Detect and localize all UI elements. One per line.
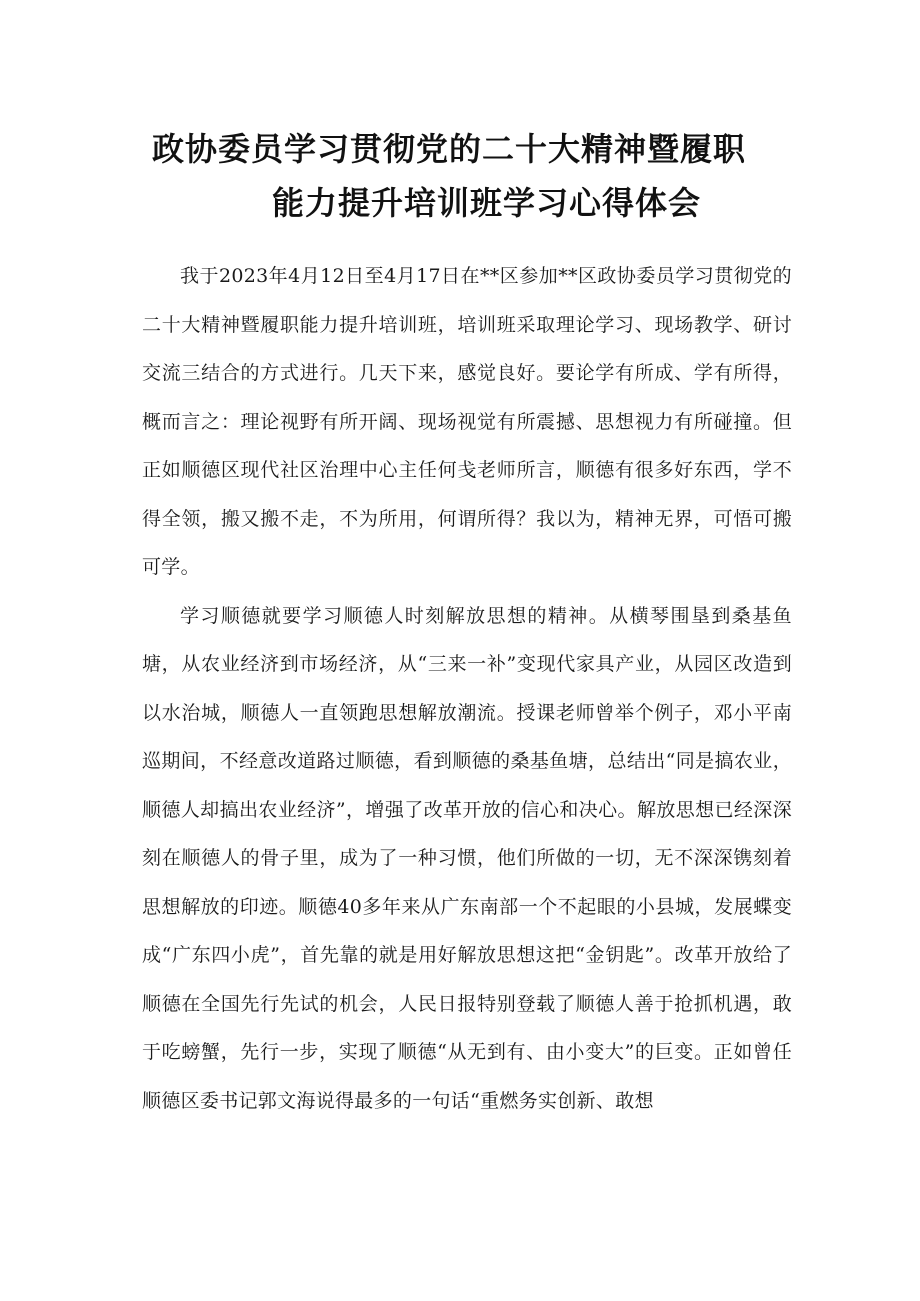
document-title-line-2: 能力提升培训班学习心得体会 bbox=[272, 184, 702, 222]
paragraph-2: 学习顺德就要学习顺德人时刻解放思想的精神。从横琴围垦到桑基鱼塘，从农业经济到市场经济，从“三来一补”变现代家具产业，从园区改造到以水治城，顺德人一直领跑思想解放潮流。授课老师曾举个例子，邓小平南巡期间，不经意改道路过顺德，看到顺德的桑基鱼塘，总结出“同是搞农业，顺德人却搞出农业经济”，增强了改革开放的信心和决心。解放思想已经深深刻在顺德人的骨子里，成为了一种习惯，他们所做的一切，无不深深镌刻着思想解放的印迹。顺德40多年来从广东南部一个不起眼的小县城，发展蝶变成“广东四小虎”，首先靠的就是用好解放思想这把“金钥匙”。改革开放给了顺德在全国先行先试的机会，人民日报特别登载了顺德人善于抢抓机遇，敢于吃螃蟹，先行一步，实现了顺德“从无到有、由小变大”的巨变。正如曾任顺德区委书记郭文海说得最多的一句话“重燃务实创新、敢想 bbox=[142, 604, 792, 1112]
document-body bbox=[142, 252, 792, 1125]
document-title-line-1: 政协委员学习贯彻党的二十大精神暨履职 bbox=[152, 130, 747, 168]
paragraph-1: 我于2023年4月12日至4月17日在**区参加**区政协委员学习贯彻党的二十大精神暨履职能力提升培训班，培训班采取理论学习、现场教学、研讨交流三结合的方式进行。几天下来，感觉良好。要论学有所成、学有所得，概而言之：理论视野有所开阔、现场视觉有所震撼、思想视力有所碰撞。但正如顺德区现代社区治理中心主任何戋老师所言，顺德有很多好东西，学不得全领，搬又搬不走，不为所用，何谓所得？我以为，精神无界，可悟可搬可学。 bbox=[142, 265, 792, 578]
